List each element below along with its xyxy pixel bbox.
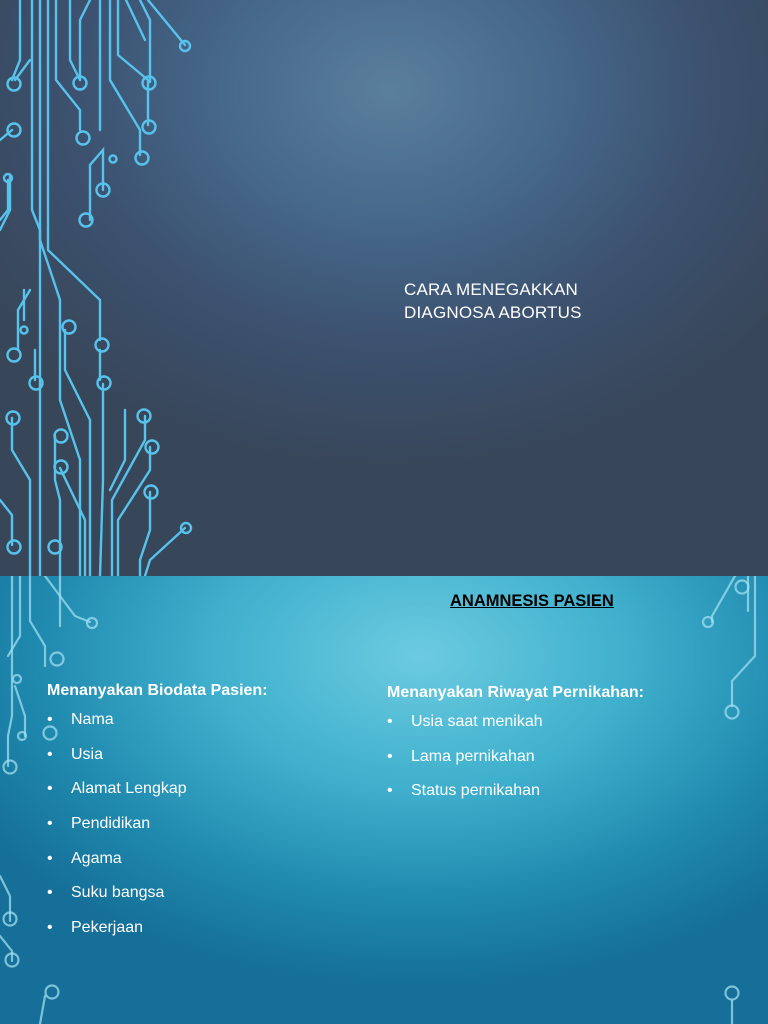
bullet-icon: • [47, 780, 53, 798]
circuit-decoration [0, 0, 220, 576]
slide-title-text [404, 278, 704, 324]
bullet-icon: • [387, 747, 393, 765]
list-item [387, 747, 644, 782]
list-item-label: Agama [71, 849, 122, 867]
list-item-label: Nama [71, 711, 114, 728]
bullet-icon: • [47, 711, 53, 728]
marriage-list [387, 712, 644, 816]
list-item [387, 781, 644, 816]
bullet-icon: • [387, 713, 393, 730]
slide-anamnesis[interactable] [0, 576, 768, 1024]
list-item [47, 745, 268, 780]
title-line-1: CARA MENEGAKKAN [404, 280, 578, 299]
anamnesis-heading: ANAMNESIS PASIEN [450, 592, 614, 610]
list-item-label: Lama pernikahan [411, 747, 535, 765]
list-item [47, 918, 268, 953]
list-item [47, 779, 268, 814]
bullet-icon: • [47, 919, 53, 937]
list-item-label: Suku bangsa [71, 884, 165, 902]
list-item [47, 883, 268, 918]
biodata-column [47, 682, 268, 953]
list-item-label: Alamat Lengkap [71, 780, 187, 798]
list-item-label: Pekerjaan [71, 919, 144, 937]
marriage-column [387, 684, 644, 816]
biodata-list [47, 710, 268, 953]
list-item [47, 814, 268, 849]
list-item [47, 849, 268, 884]
bullet-icon: • [387, 782, 393, 800]
biodata-heading: Menanyakan Biodata Pasien: [47, 682, 268, 699]
title-line-2: DIAGNOSA ABORTUS [404, 303, 582, 322]
bullet-icon: • [47, 849, 53, 867]
bullet-icon: • [47, 884, 53, 902]
list-item-label: Usia saat menikah [411, 713, 543, 730]
list-item [387, 712, 644, 747]
marriage-heading: Menanyakan Riwayat Pernikahan: [387, 684, 644, 701]
list-item-label: Pendidikan [71, 815, 151, 833]
list-item-label: Status pernikahan [411, 782, 540, 800]
bullet-icon: • [47, 745, 53, 763]
bullet-icon: • [47, 815, 53, 833]
list-item [47, 710, 268, 745]
list-item-label: Usia [71, 745, 104, 763]
